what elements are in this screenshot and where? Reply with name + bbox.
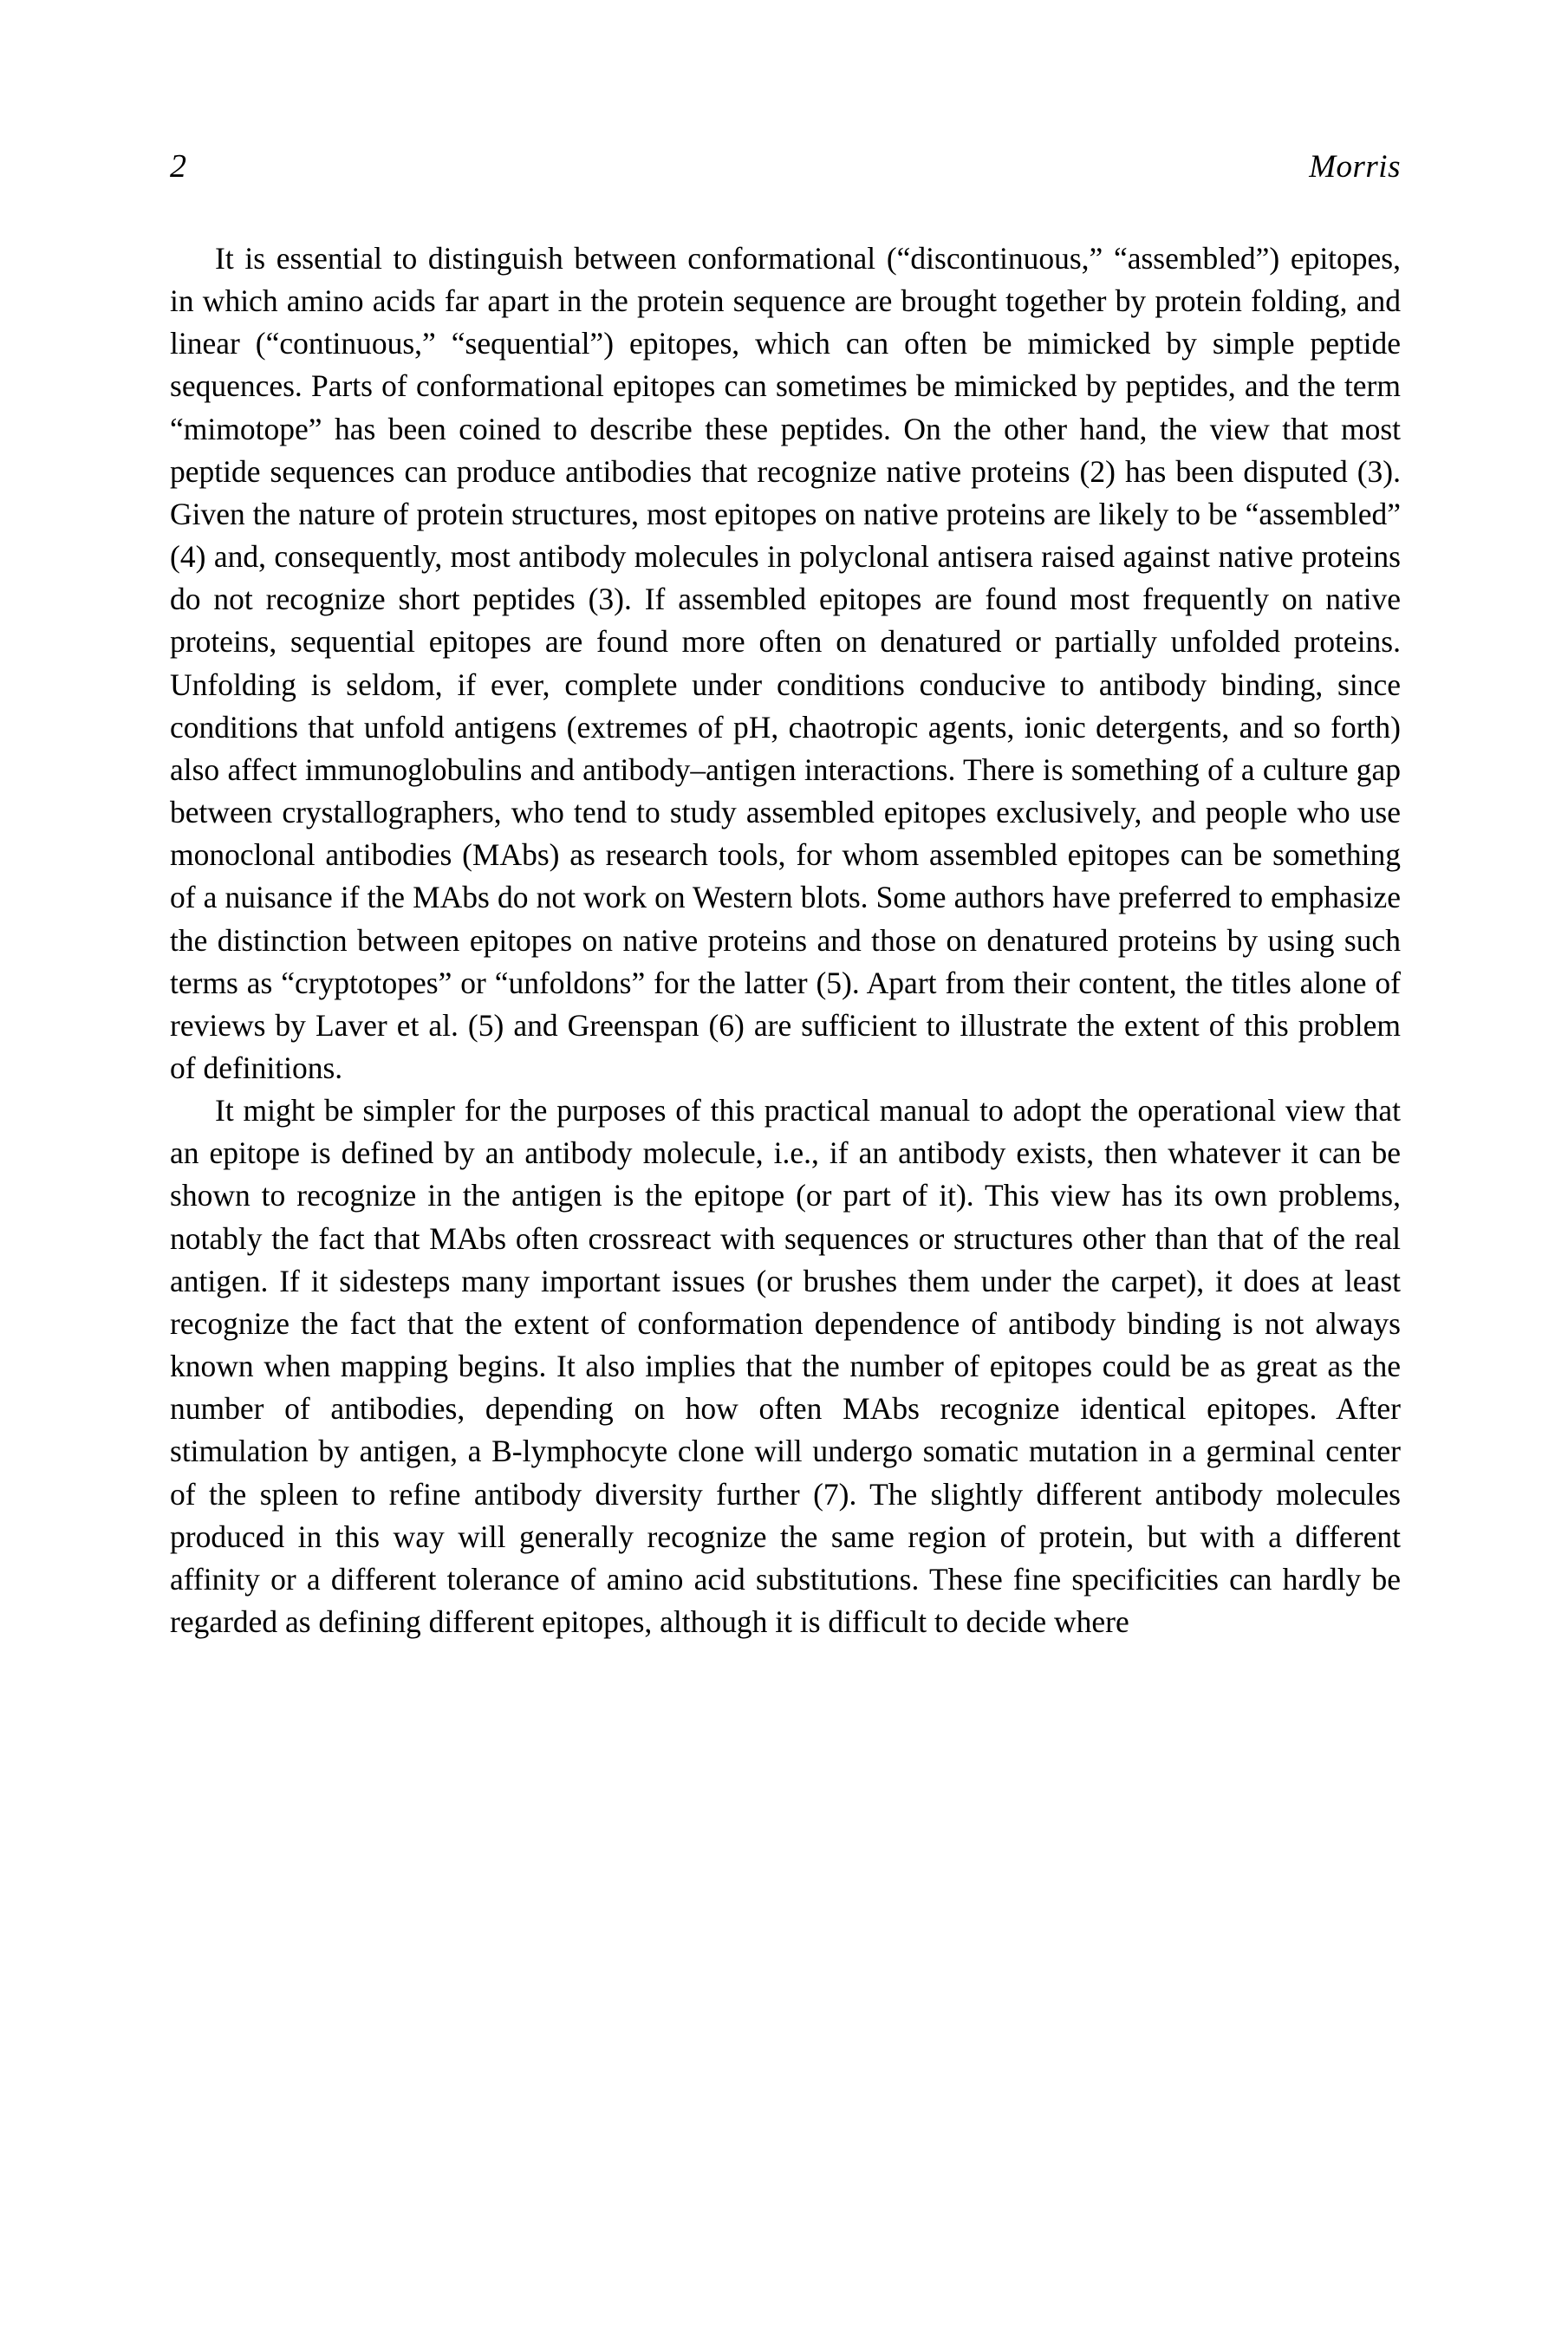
page-content bbox=[170, 147, 1401, 1643]
running-head bbox=[170, 147, 1401, 185]
running-head-title: Morris bbox=[1309, 149, 1401, 185]
paragraph-1: It is essential to distinguish between conformational (“discontinuous,” “assembled”) epitopes, in which amino acids far apart in the protein sequence are brought together by protein folding, and linear (“continuous,” “sequential”) epitopes, which can often be mimicked by simple peptide sequences. Parts of conformational epitopes can sometimes be mimicked by peptides, and the term “mimotope” has been coined to describe these peptides. On the other hand, the view that most peptide sequences can produce antibodies that recognize native proteins (2) has been disputed (3). Given the nature of protein structures, most epitopes on native proteins are likely to be “assembled” (4) and, consequently, most antibody molecules in polyclonal antisera raised against native proteins do not recognize short peptides (3). If assembled epitopes are found most frequently on native proteins, sequential epitopes are found more often on denatured or partially unfolded proteins. Unfolding is seldom, if ever, complete under conditions conducive to antibody binding, since conditions that unfold antigens (extremes of pH, chaotropic agents, ionic detergents, and so forth) also affect immunoglobulins and antibody–antigen interactions. There is something of a culture gap between crystallographers, who tend to study assembled epitopes exclusively, and people who use monoclonal antibodies (MAbs) as research tools, for whom assembled epitopes can be something of a nuisance if the MAbs do not work on Western blots. Some authors have preferred to emphasize the distinction between epitopes on native proteins and those on denatured proteins by using such terms as “cryptotopes” or “unfoldons” for the latter (5). Apart from their content, the titles alone of reviews by Laver et al. (5) and Greenspan (6) are sufficient to illustrate the extent of this problem of definitions. bbox=[170, 241, 1401, 1085]
body-text bbox=[170, 237, 1401, 1643]
paragraph-2: It might be simpler for the purposes of this practical manual to adopt the operational view that an epitope is defined by an antibody molecule, i.e., if an antibody exists, then whatever it can be shown to recognize in the antigen is the epitope (or part of it). This view has its own problems, notably the fact that MAbs often crossreact with sequences or structures other than that of the real antigen. If it sidesteps many important issues (or brushes them under the carpet), it does at least recognize the fact that the extent of conformation dependence of antibody binding is not always known when mapping begins. It also implies that the number of epitopes could be as great as the number of antibodies, depending on how often MAbs recognize identical epitopes. After stimulation by antigen, a B-lymphocyte clone will undergo somatic mutation in a germinal center of the spleen to refine antibody diversity further (7). The slightly different antibody molecules produced in this way will generally recognize the same region of protein, but with a different affinity or a different tolerance of amino acid substitutions. These fine specificities can hardly be regarded as defining different epitopes, although it is difficult to decide where bbox=[170, 1093, 1401, 1639]
page-number: 2 bbox=[170, 148, 187, 185]
